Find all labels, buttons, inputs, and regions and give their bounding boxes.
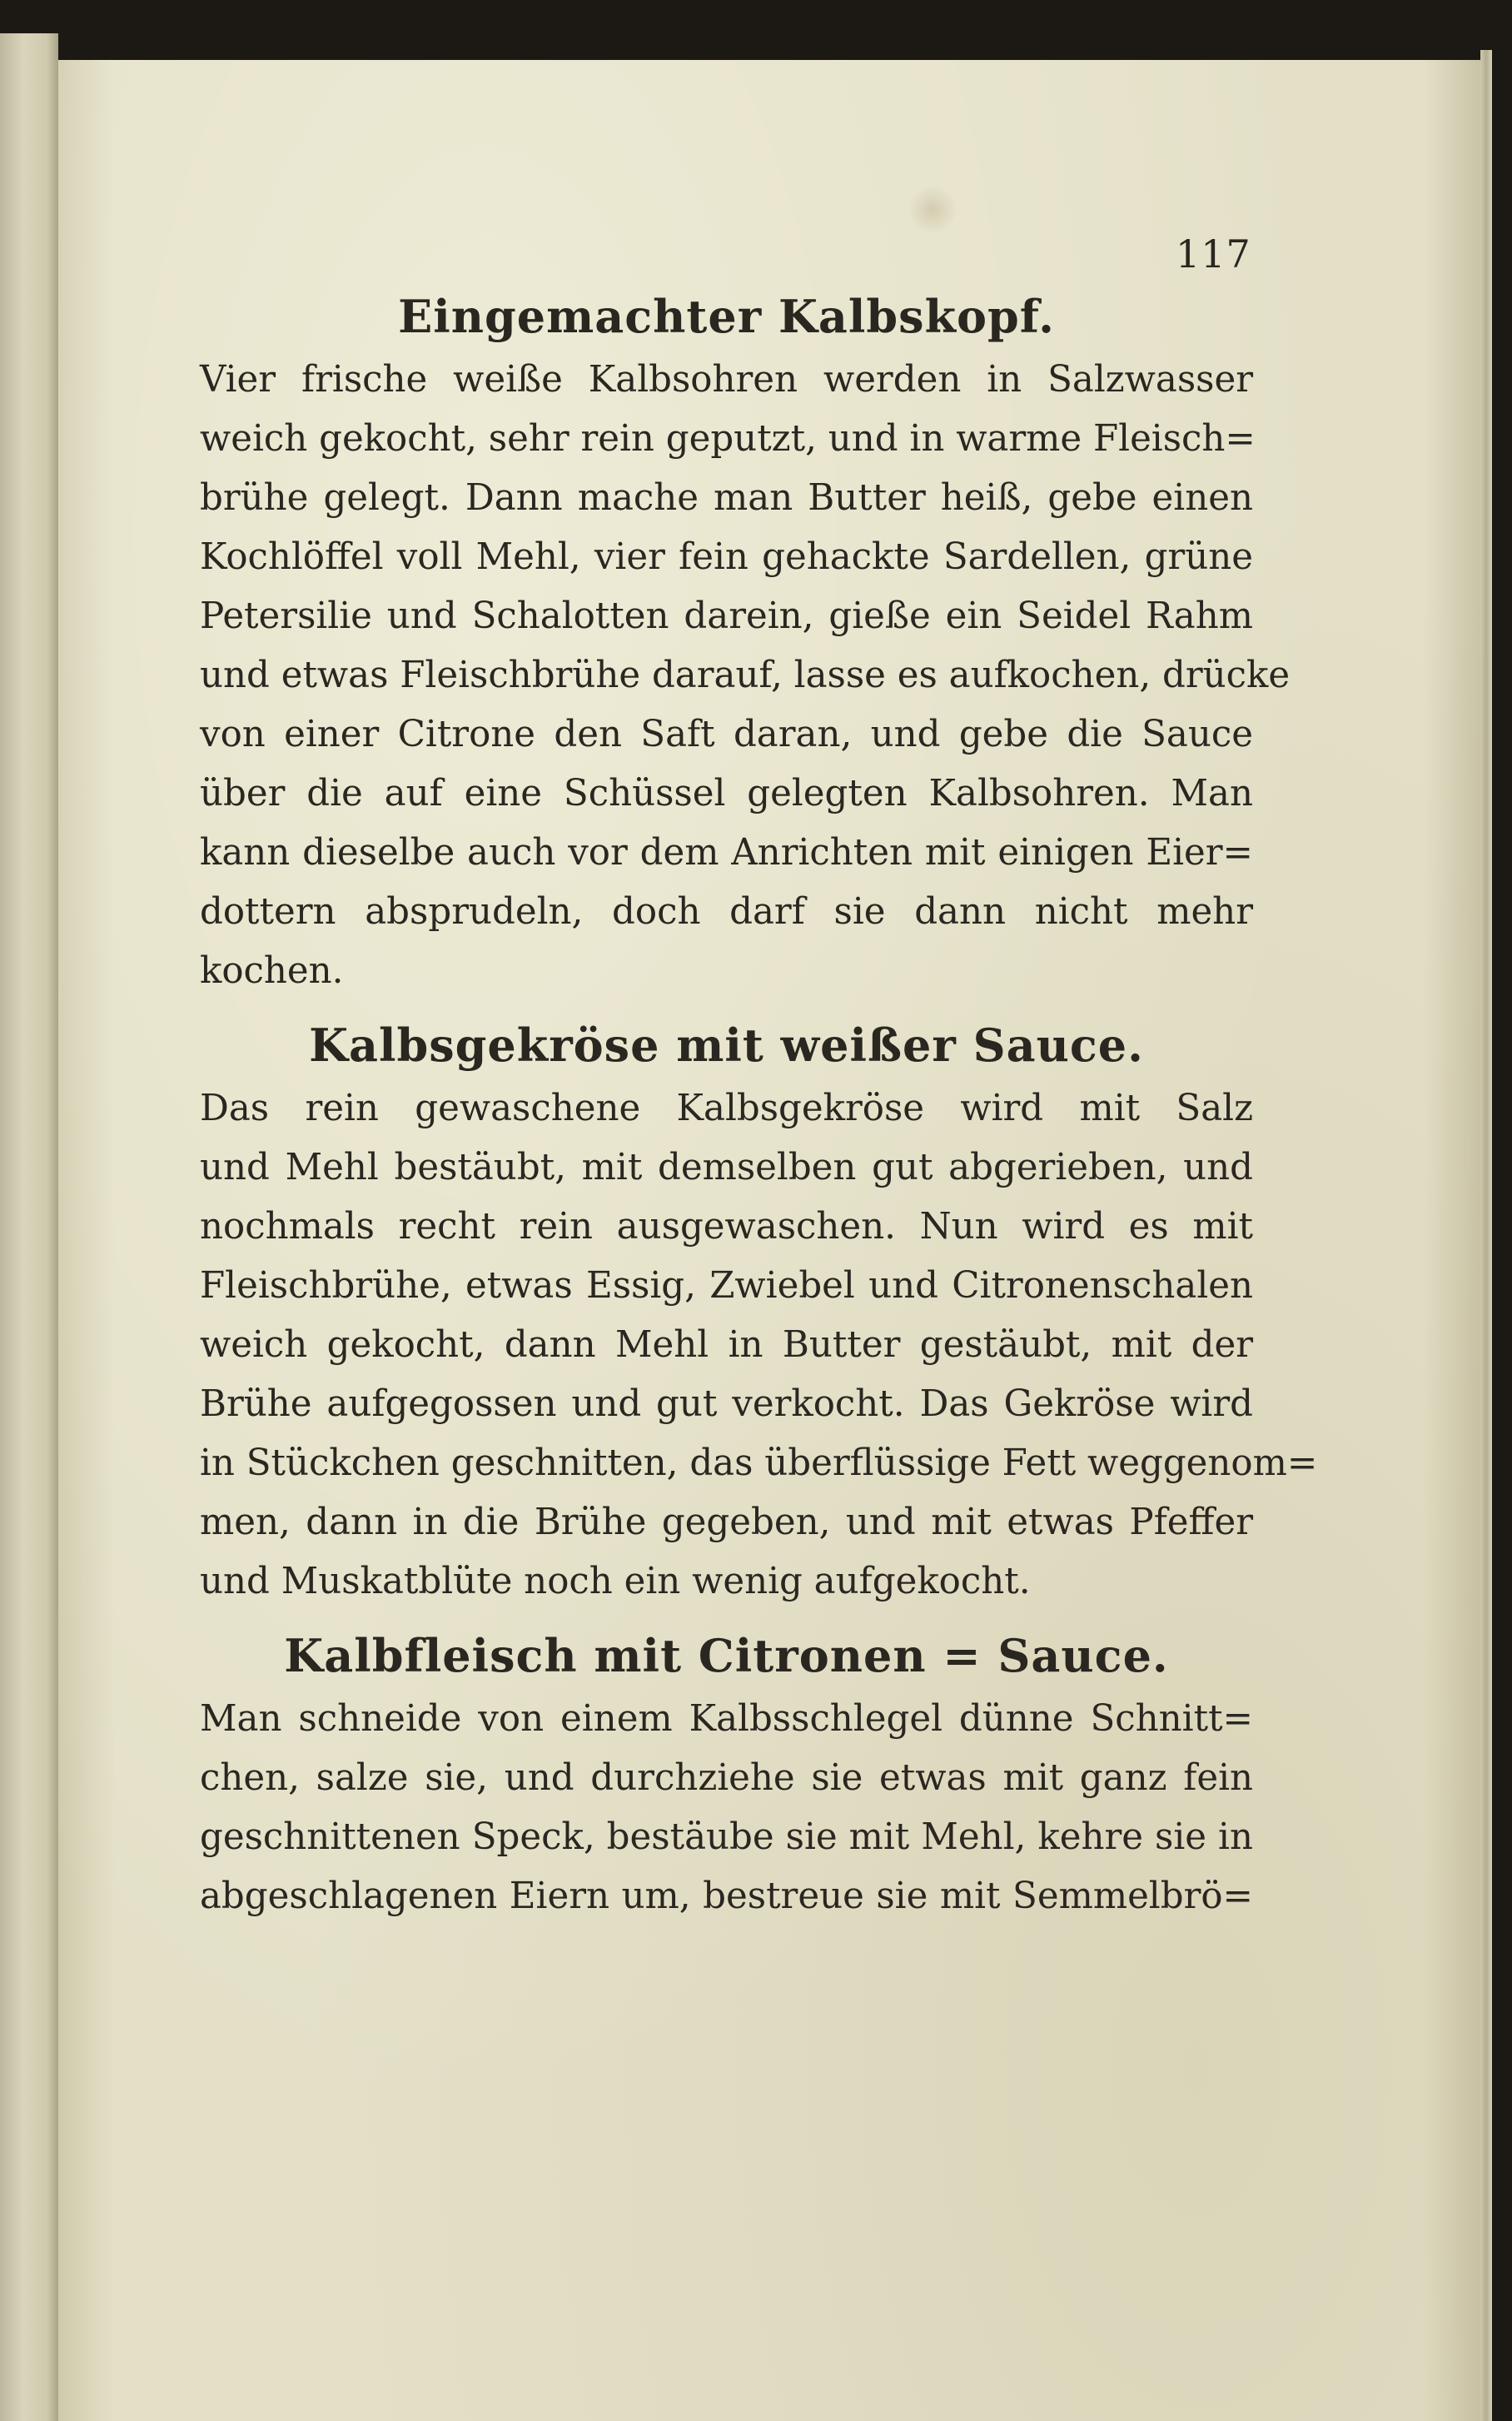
text-line: geschnittenen Speck, bestäube sie mit Mehl, kehre sie in (200, 1816, 1253, 1858)
text-line: nochmals recht rein ausgewaschen. Nun wird es mit (200, 1206, 1253, 1248)
text-line: Petersilie und Schalotten darein, gieße ein Seidel Rahm (200, 595, 1253, 637)
text-line: abgeschlagenen Eiern um, bestreue sie mit Semmelbrö= (200, 1876, 1253, 1917)
text-line: Man schneide von einem Kalbsschlegel dünne Schnitt= (200, 1698, 1253, 1740)
text-line: brühe gelegt. Dann mache man Butter heiß, gebe einen (200, 477, 1253, 519)
section-heading-kalbsgekroese: Kalbsgekröse mit weißer Sauce. (309, 1019, 1144, 1072)
text-line: Fleischbrühe, etwas Essig, Zwiebel und Citronenschalen (200, 1265, 1253, 1307)
left-page-edge (0, 33, 58, 2421)
text-line: men, dann in die Brühe gegeben, und mit etwas Pfeffer (200, 1502, 1253, 1543)
text-line: Vier frische weiße Kalbsohren werden in Salzwasser (200, 359, 1253, 401)
section-heading-kalbfleisch: Kalbfleisch mit Citronen = Sauce. (284, 1629, 1169, 1682)
text-line: von einer Citrone den Saft daran, und gebe die Sauce (200, 714, 1253, 755)
page-number: 117 (1176, 232, 1251, 276)
section-body-kalbfleisch (200, 1690, 1253, 1926)
text-line: Brühe aufgegossen und gut verkocht. Das Gekröse wird (200, 1383, 1253, 1425)
text-line: kann dieselbe auch vor dem Anrichten mit einigen Eier= (200, 832, 1253, 874)
text-line: in Stückchen geschnitten, das überflüssige Fett weggenom= (200, 1442, 1318, 1484)
text-line: über die auf eine Schüssel gelegten Kalbsohren. Man (200, 773, 1253, 814)
text-line: weich gekocht, sehr rein geputzt, und in warme Fleisch= (200, 418, 1256, 460)
page-content (200, 287, 1318, 1941)
page-edge-right (1480, 50, 1492, 2421)
text-line: und Muskatblüte noch ein wenig aufgekocht. (200, 1561, 1031, 1602)
text-line: kochen. (200, 950, 344, 992)
text-line: Das rein gewaschene Kalbsgekröse wird mit Salz (200, 1088, 1253, 1129)
text-line: und etwas Fleischbrühe darauf, lasse es aufkochen, drücke (200, 655, 1291, 696)
section-body-kalbskopf (200, 351, 1291, 1001)
text-line: weich gekocht, dann Mehl in Butter gestäubt, mit der (200, 1324, 1253, 1366)
section-body-kalbsgekroese (200, 1079, 1318, 1612)
text-line: Kochlöffel voll Mehl, vier fein gehackte Sardellen, grüne (200, 536, 1253, 578)
text-line: dottern absprudeln, doch darf sie dann nicht mehr (200, 891, 1253, 933)
section-heading-kalbskopf: Eingemachter Kalbskopf. (398, 290, 1055, 343)
text-line: chen, salze sie, und durchziehe sie etwas mit ganz fein (200, 1757, 1253, 1799)
paper-stain (908, 185, 957, 235)
text-line: und Mehl bestäubt, mit demselben gut abgerieben, und (200, 1147, 1253, 1188)
